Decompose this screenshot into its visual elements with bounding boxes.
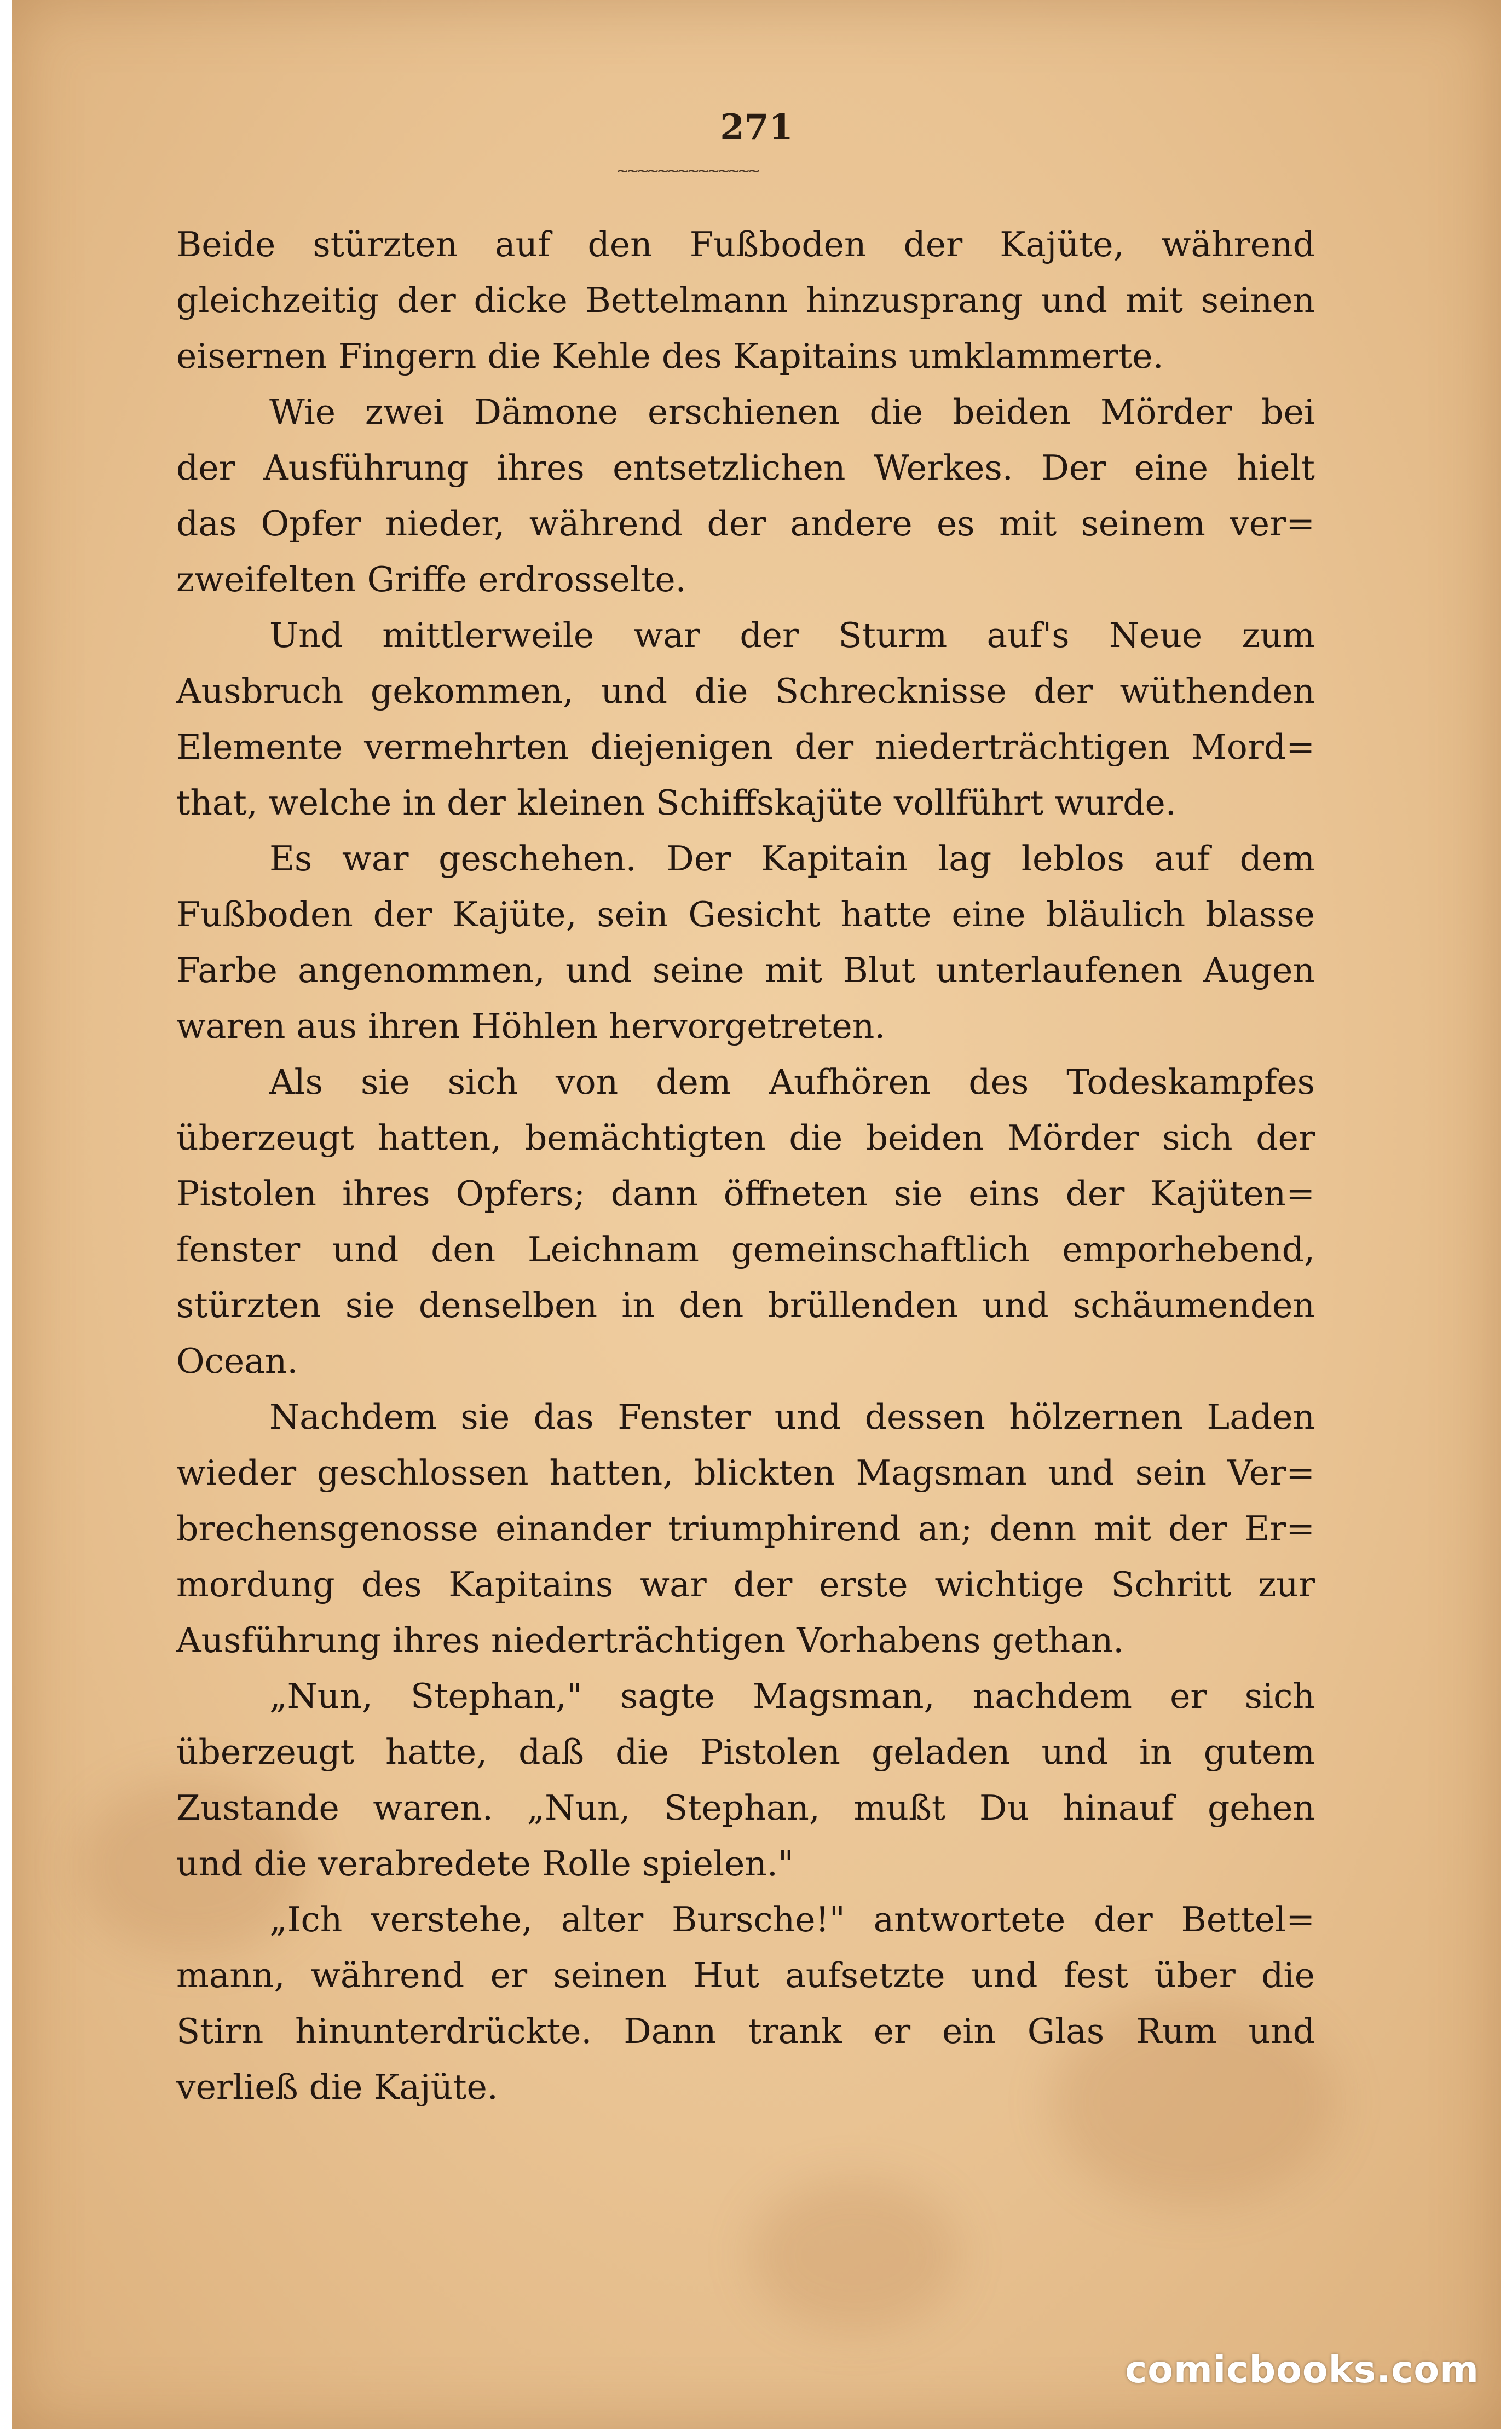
text-line: Farbe angenommen, und seine mit Blut unterlaufenen Augen [176, 950, 1315, 990]
text-line: „Ich verstehe, alter Bursche!" antwortete der Bettel= [269, 1900, 1315, 1939]
text-line: Stirn hinunterdrückte. Dann trank er ein Glas Rum und [176, 2011, 1315, 2051]
text-line: Elemente vermehrten diejenigen der niederträchtigen Mord= [176, 727, 1315, 767]
text-line: das Opfer nieder, während der andere es mit seinem ver= [176, 504, 1315, 544]
watermark-text: comicbooks.com [1124, 2348, 1479, 2392]
text-line: der Ausführung ihres entsetzlichen Werkes. Der eine hielt [176, 448, 1315, 488]
page-number: 271 [720, 107, 793, 148]
text-line: brechensgenosse einander triumphirend an; denn mit der Er= [176, 1509, 1315, 1549]
text-line: eisernen Fingern die Kehle des Kapitains umklammerte. [176, 336, 1164, 376]
text-line: Ocean. [176, 1341, 298, 1381]
text-line: Nachdem sie das Fenster und dessen hölzernen Laden [269, 1397, 1315, 1437]
text-line: Fußboden der Kajüte, sein Gesicht hatte eine bläulich blasse [176, 894, 1315, 934]
text-line: mann, während er seinen Hut aufsetzte und fest über die [176, 1955, 1315, 1995]
text-line: gleichzeitig der dicke Bettelmann hinzusprang und mit seinen [176, 280, 1315, 320]
text-line: waren aus ihren Höhlen hervorgetreten. [176, 1006, 886, 1046]
text-line: Ausbruch gekommen, und die Schrecknisse der wüthenden [176, 671, 1315, 711]
page-header-rule: ~~~~~~~~~~~~~~ [617, 160, 759, 182]
text-line: Beide stürzten auf den Fußboden der Kajüte, während [176, 224, 1315, 264]
text-line: fenster und den Leichnam gemeinschaftlich emporhebend, [176, 1229, 1315, 1269]
body-text [176, 217, 1315, 2115]
text-line: that, welche in der kleinen Schiffskajüte vollführt wurde. [176, 783, 1176, 823]
text-line: wieder geschlossen hatten, blickten Magsman und sein Ver= [176, 1453, 1315, 1493]
text-line: stürzten sie denselben in den brüllenden und schäumenden [176, 1285, 1315, 1325]
text-line: Ausführung ihres niederträchtigen Vorhabens gethan. [176, 1620, 1124, 1660]
book-page [12, 0, 1501, 2429]
text-line: Pistolen ihres Opfers; dann öffneten sie eins der Kajüten= [176, 1174, 1315, 1214]
text-line: überzeugt hatte, daß die Pistolen geladen und in gutem [176, 1732, 1315, 1772]
text-line: überzeugt hatten, bemächtigten die beiden Mörder sich der [176, 1118, 1315, 1158]
text-line: verließ die Kajüte. [176, 2067, 498, 2107]
text-line: Es war geschehen. Der Kapitain lag leblos auf dem [269, 839, 1315, 879]
text-line: mordung des Kapitains war der erste wichtige Schritt zur [176, 1565, 1315, 1604]
text-line: „Nun, Stephan," sagte Magsman, nachdem er sich [269, 1676, 1315, 1716]
paper-stain [751, 2179, 959, 2332]
text-line: Als sie sich von dem Aufhören des Todeskampfes [269, 1062, 1315, 1102]
text-line: Und mittlerweile war der Sturm auf's Neue zum [269, 615, 1315, 655]
text-line: und die verabredete Rolle spielen." [176, 1844, 794, 1884]
text-line: zweifelten Griffe erdrosselte. [176, 559, 686, 599]
text-line: Zustande waren. „Nun, Stephan, mußt Du hinauf gehen [176, 1788, 1315, 1828]
text-line: Wie zwei Dämone erschienen die beiden Mörder bei [269, 392, 1315, 432]
